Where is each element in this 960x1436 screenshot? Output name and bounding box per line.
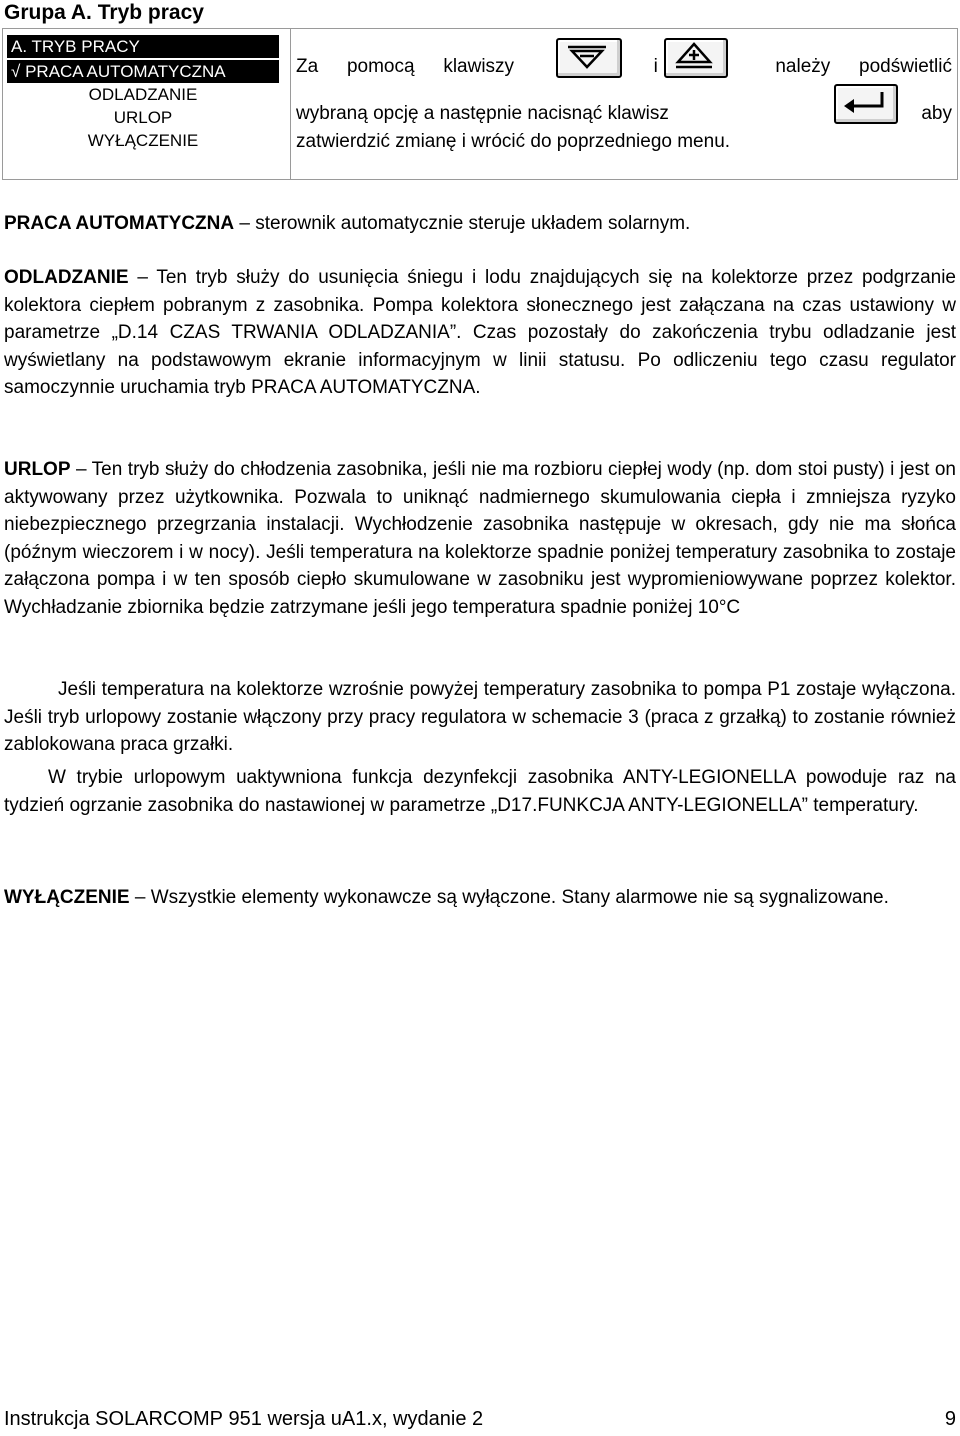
paragraph-odladzanie [4,264,956,402]
instr-word: Za [296,56,319,77]
paragraph-wylaczenie [4,884,956,912]
paragraph-urlop [4,456,956,621]
menu-item-praca-automatyczna[interactable] [7,60,279,83]
term-odladzanie: ODLADZANIE [4,267,129,288]
term-urlop: URLOP [4,459,71,480]
instr-word: należy [775,56,831,77]
instr-word: pomocą [346,56,415,77]
paragraph-text: – sterownik automatycznie steruje układem solarnym. [234,213,691,234]
instr-text: wybraną opcję a następnie nacisnąć klawisz [296,103,669,124]
menu-item-urlop[interactable]: URLOP [113,108,173,127]
paragraph-text: – Ten tryb służy do usunięcia śniegu i lodu znajdujących się na kolektorze przez podgrzanie kolektora ciepłem pobranym z zasobnika. Pompa kolektora słonecznego jest załączana na czas ustawiony w parametrze „D.14 CZAS TRWANIA ODLADZANIA”. Czas pozostały do zakończenia trybu odladzanie jest wyświetlany na podstawowym ekranie informacyjnym w linii statusu. Po odliczeniu tego czasu regulator samoczynnie uruchamia tryb PRACA AUTOMATYCZNA. [4,267,956,398]
checkmark-icon: √ [11,62,21,81]
instruction-line-1 [296,56,952,78]
instr-text-end: aby [921,103,952,124]
table-divider [290,29,291,179]
instr-word: klawiszy [443,56,515,77]
page-number: 9 [944,1408,956,1430]
menu-item-wylaczenie[interactable]: WYŁĄCZENIE [87,131,199,150]
menu-item-label: PRACA AUTOMATYCZNA [25,62,226,81]
arrow-up-key-icon[interactable] [664,38,728,78]
arrow-down-key-icon[interactable] [556,38,622,78]
paragraph-urlop-3: W trybie urlopowym uaktywniona funkcja dezynfekcji zasobnika ANTY-LEGIONELLA powoduje raz na tydzień ogrzanie zasobnika do nastawionej w parametrze „D17.FUNKCJA ANTY-LEGIONELLA” temperatury. [4,767,956,816]
paragraph-text: – Wszystkie elementy wykonawcze są wyłączone. Stany alarmowe nie są sygnalizowane. [129,887,889,908]
enter-key-icon[interactable] [834,84,898,124]
paragraph-text: – Ten tryb służy do chłodzenia zasobnika, jeśli nie ma rozbioru ciepłej wody (np. dom stoi pusty) i jest on aktywowany przez użytkownika. Pozwala to uniknąć nadmiernego skumulowania ciepła i zmniejsza ryzyko niebezpiecznego przegrzania instalacji. Wychłodzenie zasobnika następuje w okresach, gdy nie ma słońca (późnym wieczorem i w nocy). Jeśli temperatura na kolektorze spadnie poniżej temperatury zasobnika to zostaje załączona pompa i w ten sposób ciepło skumulowane w zasobniku jest wypromieniowywane poprzez kolektor. Wychładzanie zbiornika będzie zatrzymane jeśli jego temperatura spadnie poniżej 10°C [4,459,956,618]
instruction-line-3: zatwierdzić zmianę i wrócić do poprzedniego menu. [296,131,731,152]
page-footer [4,1408,956,1431]
term-praca-automatyczna: PRACA AUTOMATYCZNA [4,213,235,234]
paragraph-urlop-2: Jeśli temperatura na kolektorze wzrośnie powyżej temperatury zasobnika to pompa P1 zostaje wyłączona. Jeśli tryb urlopowy zostanie włączony przy pracy regulatora w schemacie 3 (praca z grzałką) to zostanie również zablokowana praca grzałki. [4,679,956,755]
menu-list [7,35,287,152]
menu-item-odladzanie[interactable]: ODLADZANIE [88,85,198,104]
paragraph-praca-automatyczna [4,210,956,238]
instr-word: i [653,56,658,77]
term-wylaczenie: WYŁĄCZENIE [4,887,130,908]
instr-word: podświetlić [859,56,952,77]
footer-title: Instrukcja SOLARCOMP 951 wersja uA1.x, wydanie 2 [4,1408,484,1430]
page-heading: Grupa A. Tryb pracy [4,1,204,24]
menu-header: A. TRYB PRACY [7,35,279,58]
